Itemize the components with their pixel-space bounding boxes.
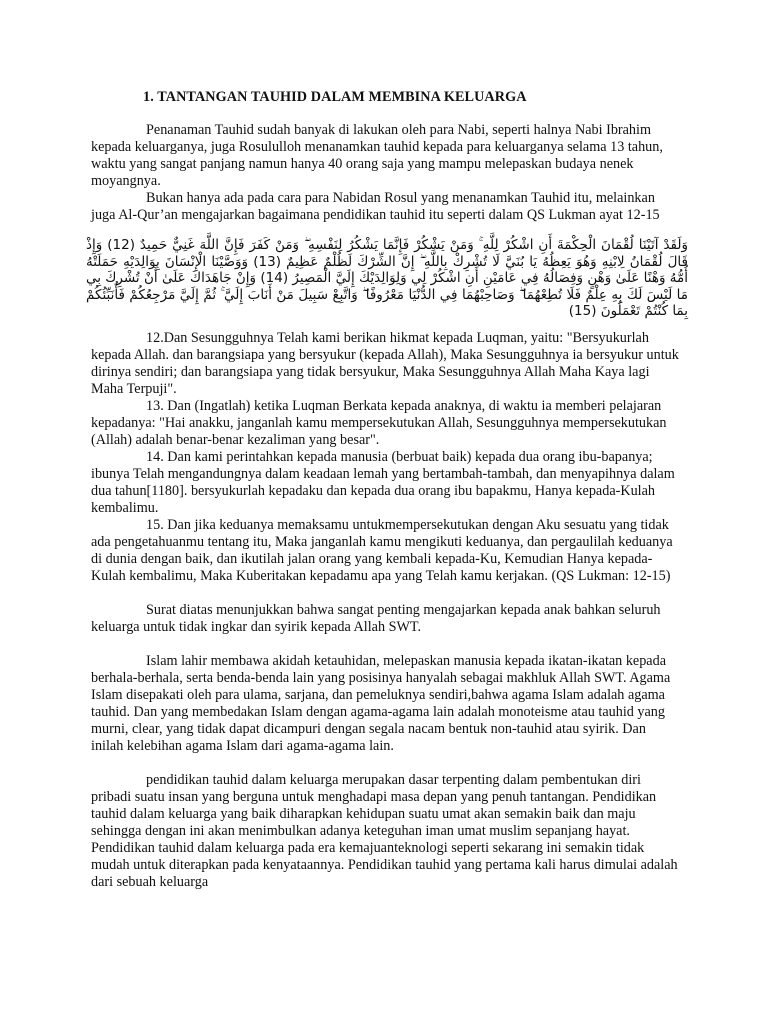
- arabic-verse-block: وَلَقَدْ آتَيْنَا لُقْمَانَ الْحِكْمَةَ أَنِ اشْكُرْ لِلَّهِ ۚ وَمَنْ يَشْكُرْ فَإِنَّمَا يَشْكُرُ لِنَفْسِهِ ۖ وَمَنْ كَفَرَ فَإِنَّ اللَّهَ غَنِيٌّ حَمِيدٌ (12) وَإِذْ قَالَ لُقْمَانُ لِابْنِهِ وَهُوَ يَعِظُهُ يَا بُنَيَّ لَا تُشْرِكْ بِاللَّهِ ۖ إِنَّ الشِّرْكَ لَظُلْمٌ عَظِيمٌ (13) وَوَصَّيْنَا الْإِنْسَانَ بِوَالِدَيْهِ حَمَلَتْهُ أُمُّهُ وَهْنًا عَلَىٰ وَهْنٍ وَفِصَالُهُ فِي عَامَيْنِ أَنِ اشْكُرْ لِي وَلِوَالِدَيْكَ إِلَيَّ الْمَصِيرُ (14) وَإِنْ جَاهَدَاكَ عَلَىٰ أَنْ تُشْرِكَ بِي مَا لَيْسَ لَكَ بِهِ عِلْمٌ فَلَا تُطِعْهُمَا ۖ وَصَاحِبْهُمَا فِي الدُّنْيَا مَعْرُوفًا ۖ وَاتَّبِعْ سَبِيلَ مَنْ أَنَابَ إِلَيَّ ۚ ثُمَّ إِلَيَّ مَرْجِعُكُمْ فَأُنَبِّئُكُمْ بِمَا كُنْتُمْ تَعْمَلُونَ (15): [86, 237, 689, 319]
- section-heading: 1. TANTANGAN TAUHID DALAM MEMBINA KELUARGA: [143, 89, 527, 105]
- verse-translation-12: 12.Dan Sesungguhnya Telah kami berikan hikmat kepada Luqman, yaitu: "Bersyukurlah kepada Allah. dan barangsiapa yang bersyukur (kepada Allah), Maka Sesungguhnya ia bersyukur untuk dirinya sendiri; dan barangsiapa yang tidak bersyukur, Maka Sesungguhnya Allah Maha Kaya lagi Maha Terpuji".: [91, 329, 679, 397]
- intro-paragraph-2: Bukan hanya ada pada cara para Nabidan Rosul yang menanamkan Tauhid itu, melainkan juga Al-Qur’an mengajarkan bagaimana pendidikan tauhid itu seperti dalam QS Lukman ayat 12-15: [91, 190, 660, 223]
- verse-translation-14: 14. Dan kami perintahkan kepada manusia (berbuat baik) kepada dua orang ibu-bapanya; ibunya Telah mengandungnya dalam keadaan lemah yang bertambah-tambah, dan menyapihnya dalam dua tahun[1180]. bersyukurlah kepadaku dan kepada dua orang ibu bapakmu, Hanya kepada-Kulah kembalimu.: [91, 448, 675, 516]
- body-paragraph-1: Surat diatas menunjukkan bahwa sangat penting mengajarkan kepada anak bahkan seluruh keluarga untuk tidak ingkar dan syirik kepada Allah SWT.: [91, 601, 661, 635]
- body-paragraph-3: pendidikan tauhid dalam keluarga merupakan dasar terpenting dalam pembentukan diri pribadi suatu insan yang berguna untuk menghadapi masa depan yang penuh tantangan. Pendidikan tauhid dalam keluarga yang baik diharapkan kehidupan suatu umat akan semakin baik dan maju sehingga dengan ini akan menimbulkan adanya keteguhan iman umat muslim sepanjang hayat. Pendidikan tauhid dalam keluarga pada era kemajuanteknologi seperti sekarang ini semakin tidak mudah untuk diterapkan pada kenyataannya. Pendidikan tauhid yang pertama kali harus dimulai adalah dari sebuah keluarga: [91, 771, 678, 890]
- verse-translations: [91, 330, 680, 585]
- body-paragraph-2: Islam lahir membawa akidah ketauhidan, melepaskan manusia kepada ikatan-ikatan kepada berhala-berhala, serta benda-benda lain yang posisinya hanyalah sebagai makhluk Allah SWT. Agama Islam disepakati oleh para ulama, sarjana, dan pemeluknya sendiri,bahwa agama Islam adalah agama tauhid. Dan yang membedakan Islam dengan agama-agama lain adalah monoteisme atau tauhid yang murni, clear, yang tidak dapat dicampuri dengan segala nacam bentuk non-tauhid atau syirik. Dan inilah kelebihan agama Islam dari agama-agama lain.: [91, 652, 671, 754]
- verse-translation-13: 13. Dan (Ingatlah) ketika Luqman Berkata kepada anaknya, di waktu ia memberi pelajaran kepadanya: "Hai anakku, janganlah kamu mempersekutukan Allah, Sesungguhnya mempersekutukan (Allah) adalah benar-benar kezaliman yang besar".: [91, 397, 667, 448]
- verse-translation-15: 15. Dan jika keduanya memaksamu untukmempersekutukan dengan Aku sesuatu yang tidak ada pengetahuanmu tentang itu, Maka janganlah kamu mengikuti keduanya, dan pergaulilah keduanya di dunia dengan baik, dan ikutilah jalan orang yang kembali kepada-Ku, Kemudian Hanya kepada-Kulah kembalimu, Maka Kuberitakan kepadamu apa yang Telah kamu kerjakan. (QS Lukman: 12-15): [91, 516, 673, 584]
- intro-paragraph-1: Penanaman Tauhid sudah banyak di lakukan oleh para Nabi, seperti halnya Nabi Ibrahim kepada keluarganya, juga Rosululloh menanamkan tauhid kepada para keluarganya selama 13 tahun, waktu yang sangat panjang namun hanya 40 orang saja yang mampu melepaskan budaya nenek moyangnya.: [91, 122, 663, 189]
